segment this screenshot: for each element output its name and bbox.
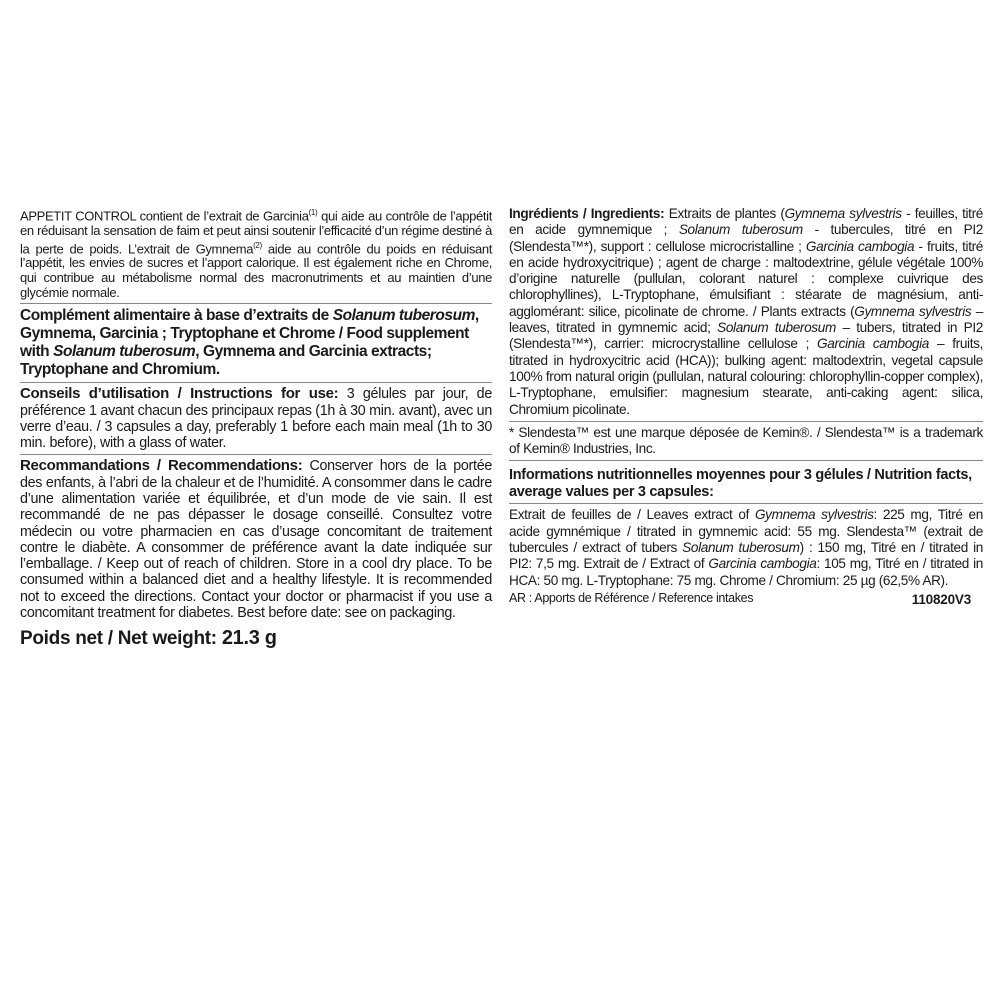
intro-text-1: APPETIT CONTROL contient de l’extrait de Garcinia: [20, 208, 309, 224]
footnote-ref-2: (2): [253, 240, 262, 250]
recommendations-heading: Recommandations / Recommendations:: [20, 457, 303, 475]
nutrition-species: Solanum tuberosum: [682, 540, 800, 556]
ingredients-text: - feuilles, titré en acide gymnemique ;: [509, 206, 983, 238]
nutrition-footer: [509, 591, 983, 606]
ingredient-species: Gymnema sylvestris: [854, 303, 972, 319]
divider: [20, 382, 492, 383]
intro-paragraph: [20, 206, 492, 300]
divider: [20, 303, 492, 304]
product-description: [20, 307, 492, 379]
nutrition-text: Extrait de feuilles de / Leaves extract of: [509, 507, 755, 523]
net-weight-value: 21.3 g: [221, 627, 277, 650]
ingredients-text: – fruits, titrated in hydroxycitric acid (HCA)); bulking agent: maltodextrin, vegetal capsule 100% from natural origin (pullulan, natural colouring: chlorophyllin-copper complex), L-Tryptophane, emulsifier: magnesium stearate, anti-caking agent: silica, Chromium picolinate.: [509, 336, 984, 417]
ingredient-species: Gymnema sylvestris: [784, 206, 902, 221]
trademark-note: [509, 425, 983, 458]
divider: [509, 421, 983, 422]
divider: [20, 454, 492, 455]
usage-text: 3 gélules par jour, de préférence 1 avant chacun des principaux repas (1h à 30 min. avant), avec un verre d’eau. / 3 capsules a day, preferably 1 before each main meal (1h to 30 min. before), with a glass of water.: [20, 386, 492, 452]
ingredient-species: Solanum tuberosum: [678, 222, 803, 238]
desc-text-1: Complément alimentaire à base d’extraits de: [20, 307, 333, 325]
net-weight-label: Poids net / Net weight:: [20, 628, 222, 650]
ingredient-species: Garcinia cambogia: [817, 336, 929, 352]
right-column: [509, 206, 983, 606]
usage-heading: Conseils d’utilisation / Instructions for use:: [20, 385, 339, 403]
reference-intakes-note: AR : Apports de Référence / Reference intakes: [509, 590, 754, 605]
batch-code: 110820V3: [911, 591, 971, 607]
ingredients-text: - tubercules, titré en PI2 (Slendesta™*), support : cellulose microcristalline ;: [509, 222, 983, 254]
ingredient-species: Garcinia cambogia: [805, 238, 915, 254]
recommendations-text: Conserver hors de la portée des enfants, à l’abri de la chaleur et de l’humidité. A consommer dans le cadre d’une alimentation variée et équilibrée, et d’un mode de vie sain. Il est recommandé de ne pas dépasser le dosage conseillé. Consultez votre médecin ou votre pharmacien en cas d’usage concomitant de traitement contre le diabète. A consommer de préférence avant la date indiquée sur l’emballage. / Keep out of reach of children. Store in a cool dry place. To be consumed within a balanced diet and a healthy lifestyle. It is recommended not to exceed the directions. Contact your doctor or pharmacist if you use a concomitant treatment for diabetes. Best before date: see on packaging.: [20, 458, 492, 622]
intro-text-2: qui aide au contrôle de l’appétit en réduisant la sensation de faim et peut ainsi soutenir l’efficacité d’un régime destiné à la perte de poids. L’extrait de Gymnema: [20, 208, 492, 256]
divider: [509, 460, 983, 461]
footnote-ref-1: (1): [308, 208, 318, 217]
ingredients-heading: Ingrédients / Ingredients:: [509, 206, 665, 221]
desc-species-2: Solanum tuberosum: [53, 343, 196, 361]
nutrition-text: ) : 150 mg, Titré en / titrated in PI2: 7,5 mg. Extrait de / Extract of: [509, 540, 983, 572]
desc-text-2: , Gymnema, Garcinia ; Tryptophane et Chrome / Food supplement with: [20, 307, 479, 361]
left-column: [20, 206, 492, 650]
nutrition-species: Garcinia cambogia: [708, 556, 817, 572]
ingredients-text: – tubers, titrated in PI2 (Slendesta™*), carrier: microcrystalline cellulose ;: [509, 320, 983, 352]
nutrition-text: : 105 mg, Titré en / titrated in HCA: 50 mg. L-Tryptophane: 75 mg. Chrome / Chromium: 25 µg (62,5% AR).: [509, 556, 983, 588]
nutrition-heading: Informations nutritionnelles moyennes pour 3 gélules / Nutrition facts, average values per 3 capsules:: [509, 467, 972, 500]
ingredient-species: Solanum tuberosum: [717, 320, 836, 336]
intro-text-3: aide au contrôle du poids en réduisant l’appétit, les envies de sucres et l’apport calorique. Il est également riche en Chrome, qui contribue au métabolisme normal des macronutriments et au maintien d’une glycémie normale.: [20, 240, 492, 300]
trademark-text: * Slendesta™ est une marque déposée de Kemin®. / Slendesta™ is a trademark of Kemin® Industries, Inc.: [509, 424, 983, 457]
nutrition-text: : 225 mg, Titré en acide gymnémique / titrated in gymnemic acid: 55 mg. Slendesta™ (extrait de tubercules / extract of tubers: [509, 507, 983, 556]
desc-text-3: , Gymnema and Garcinia extracts; Tryptophane and Chromium.: [20, 343, 432, 379]
divider: [509, 503, 983, 504]
desc-species-1: Solanum tuberosum: [332, 307, 475, 325]
ingredients-text: Extraits de plantes (: [664, 206, 785, 221]
ingredients-section: [509, 206, 983, 418]
nutrition-species: Gymnema sylvestris: [754, 507, 874, 523]
usage-section: [20, 386, 492, 451]
nutrition-facts: [509, 507, 983, 588]
ingredients-text: - fruits, titré en acide hydroxycitrique) ; agent de charge : maltodextrine, gélule végétale 100% d’origine naturelle (pullulan, colorant naturel : complexe cuivrique des chlorophyllines), L-Tryptophane, émulsifiant : stéarate de magnésium, anti-agglomérant: silice, picolinate de chrome. / Plants extracts (: [509, 238, 984, 319]
recommendations-section: [20, 458, 492, 621]
ingredients-text: – leaves, titrated in gymnemic acid;: [509, 303, 983, 336]
net-weight: [20, 627, 492, 650]
